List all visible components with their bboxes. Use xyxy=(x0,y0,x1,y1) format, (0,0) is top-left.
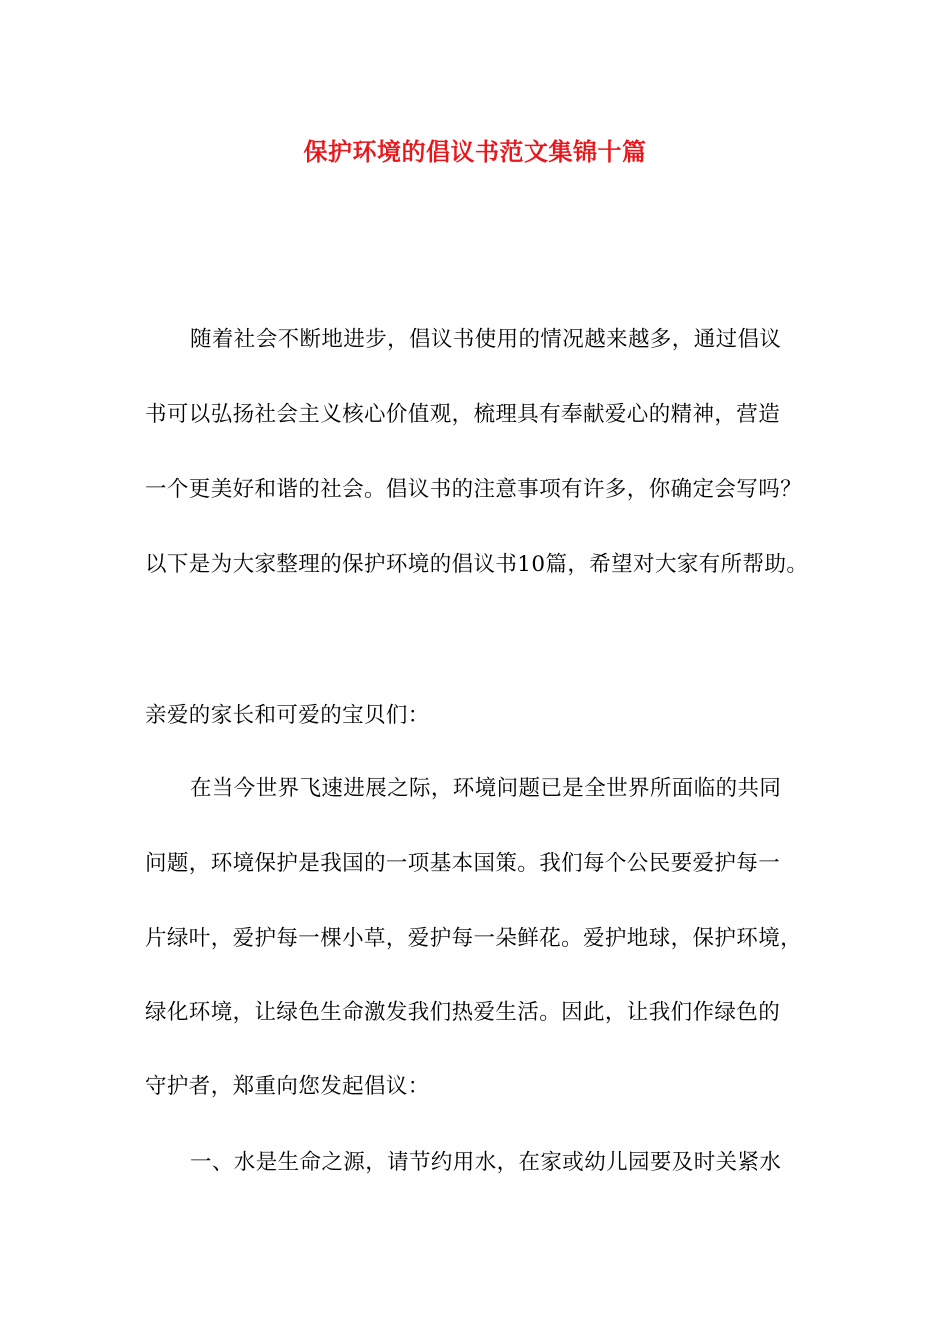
document-title: 保护环境的倡议书范文集锦十篇 xyxy=(303,137,647,166)
body-line-4: 绿化环境，让绿色生命激发我们热爱生活。因此，让我们作绿色的 xyxy=(145,1000,781,1025)
item-line-1: 一、水是生命之源，请节约用水，在家或幼儿园要及时关紧水 xyxy=(190,1150,782,1175)
body-line-2: 问题，环境保护是我国的一项基本国策。我们每个公民要爱护每一 xyxy=(145,851,781,876)
intro-line-3: 一个更美好和谐的社会。倡议书的注意事项有许多，你确定会写吗？ xyxy=(145,477,803,502)
body-line-5: 守护者，郑重向您发起倡议： xyxy=(145,1074,430,1099)
salutation: 亲爱的家长和可爱的宝贝们： xyxy=(145,703,430,728)
intro-line-1: 随着社会不断地进步，倡议书使用的情况越来越多，通过倡议 xyxy=(190,327,782,352)
body-line-1: 在当今世界飞速进展之际，环境问题已是全世界所面临的共同 xyxy=(190,776,782,801)
intro-line-2: 书可以弘扬社会主义核心价值观，梳理具有奉献爱心的精神，营造 xyxy=(145,402,781,427)
body-line-3: 片绿叶，爱护每一棵小草，爱护每一朵鲜花。爱护地球，保护环境， xyxy=(145,926,803,951)
intro-line-4: 以下是为大家整理的保护环境的倡议书10篇，希望对大家有所帮助。 xyxy=(145,552,809,577)
